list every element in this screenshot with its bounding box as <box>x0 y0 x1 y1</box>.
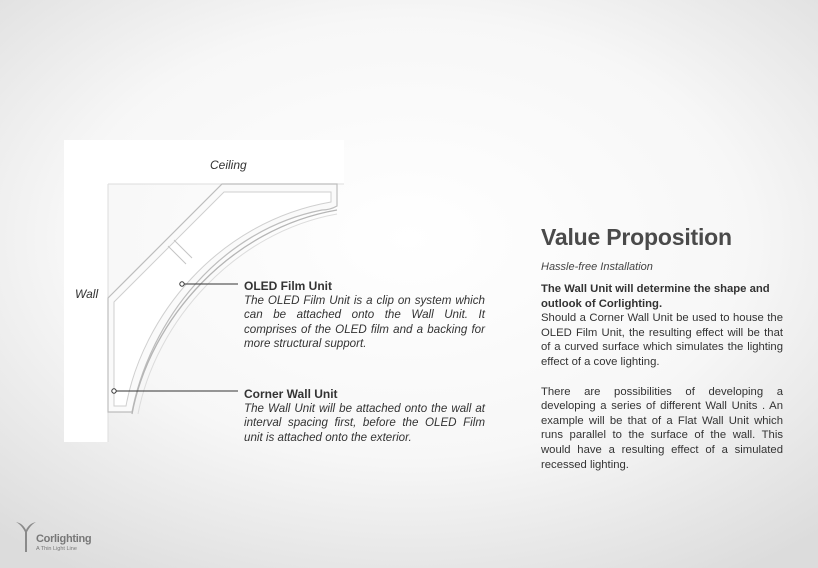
oled-callout-dot <box>180 282 184 286</box>
lead-text: The Wall Unit will determine the shape and outlook of Corlighting. <box>541 283 770 310</box>
section-subtitle: Hassle-free Installation <box>541 261 653 273</box>
value-proposition-section <box>541 224 783 472</box>
oled-film-title: OLED Film Unit <box>244 279 332 293</box>
paragraph-1-text: Should a Corner Wall Unit be used to house the OLED Film Unit, the resulting effect will be that of a curved surface which simulates the lighting effect of a cove lighting. <box>541 312 783 368</box>
paragraph-2: There are possibilities of developing a developing a series of different Wall Units . An example will be that of a Flat Wall Unit which runs parallel to the surface of the wall. This would have a resulting effect of a simulated recessed lighting. <box>541 385 783 471</box>
ceiling-label: Ceiling <box>210 158 247 172</box>
corner-wall-title: Corner Wall Unit <box>244 387 338 401</box>
wall-label: Wall <box>75 287 99 301</box>
corner-wall-callout <box>244 387 485 445</box>
oled-film-callout <box>244 279 485 352</box>
paragraph-1 <box>541 282 783 370</box>
section-title: Value Proposition <box>541 224 732 250</box>
brand-tagline: A Thin Light Line <box>36 546 77 552</box>
oled-film-description: The OLED Film Unit is a clip on system which can be attached onto the Wall Unit. It comprises of the OLED film and a backing for more structural support. <box>244 293 485 350</box>
corlighting-logo-icon <box>14 520 38 554</box>
brand-name: Corlighting <box>36 533 92 545</box>
corner-wall-description: The Wall Unit will be attached onto the wall at interval spacing first, before the OLED Film unit is attached onto the exterior. <box>244 401 485 444</box>
corner-callout-dot <box>112 389 116 393</box>
